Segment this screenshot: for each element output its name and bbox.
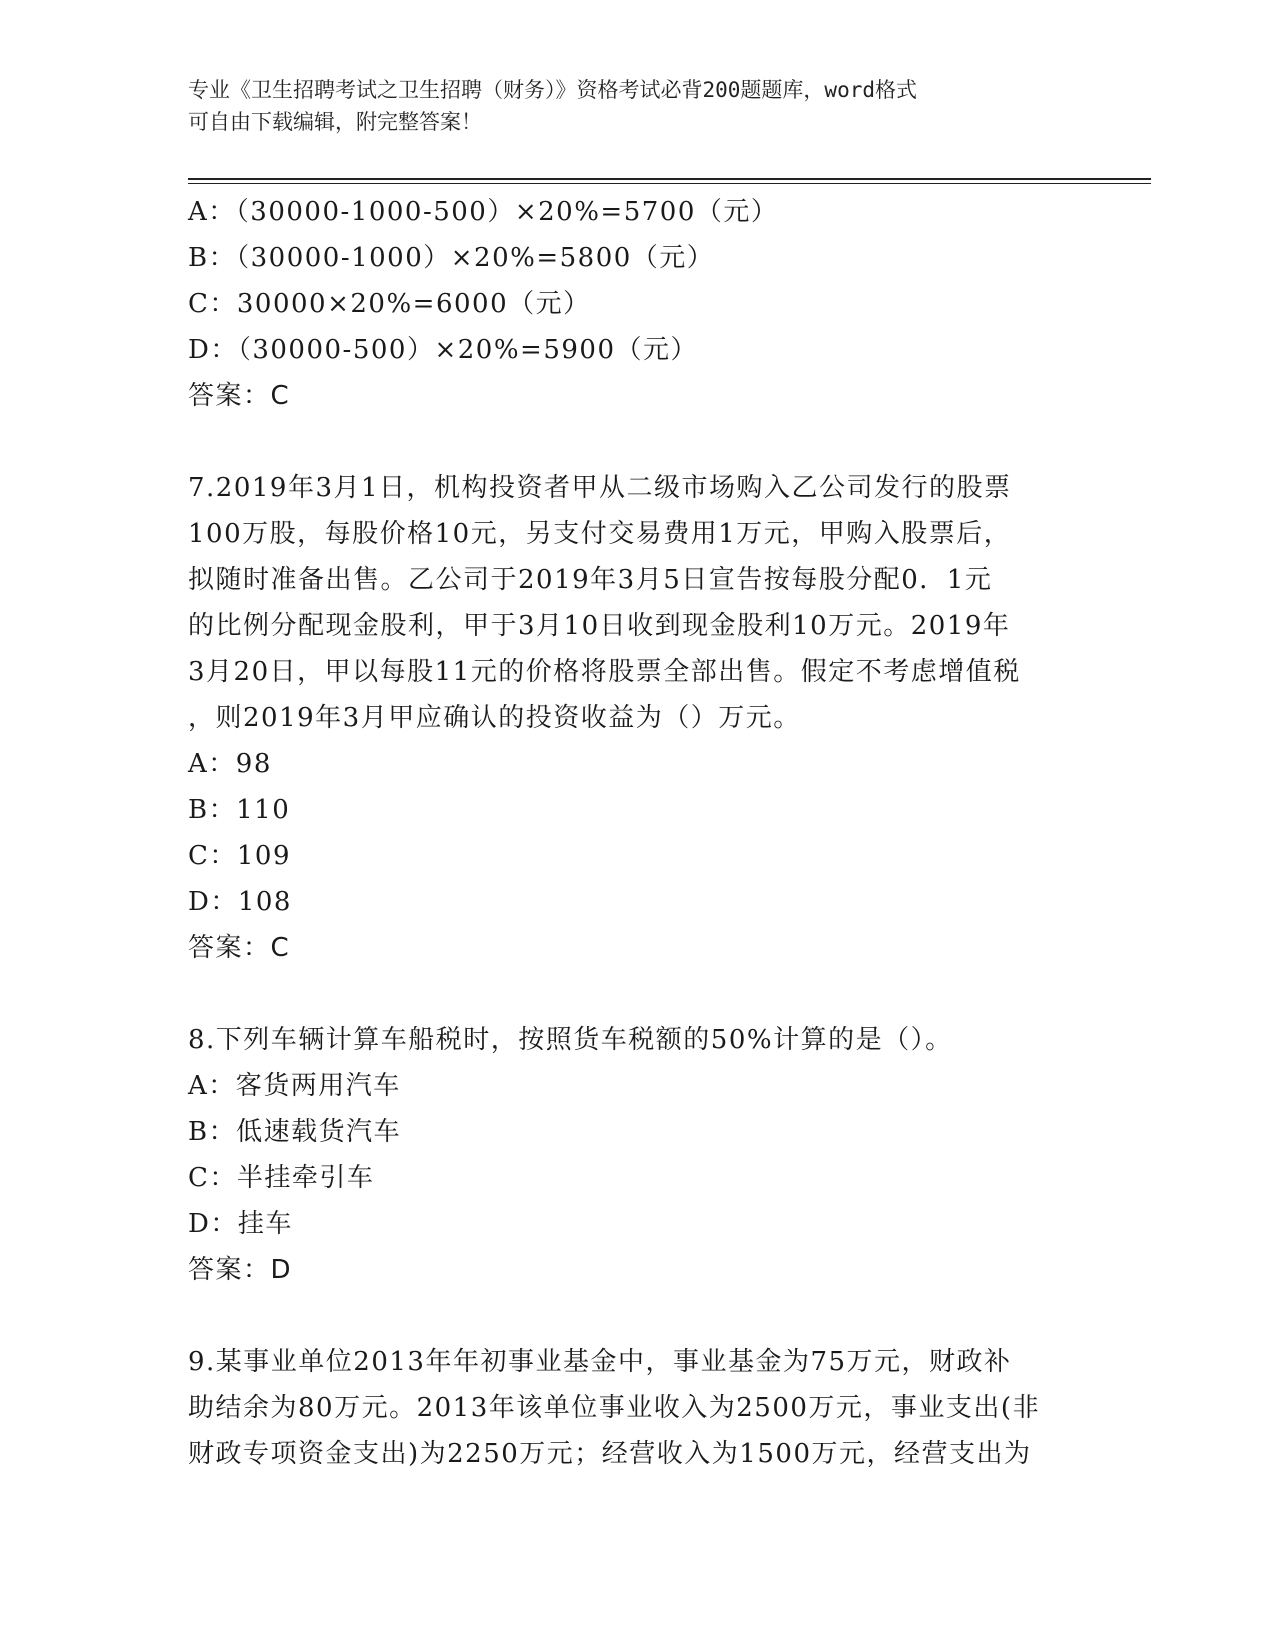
answer: 答案：C [188,933,291,963]
option-a: A：（30000-1000-500）×20%=5700（元） [188,197,779,227]
question-7 [188,465,1088,971]
header-line-1: 专业《卫生招聘考试之卫生招聘（财务）》资格考试必背200题题库，word格式 [188,78,917,102]
answer: 答案：D [188,1255,293,1285]
question-text-line: 8.下列车辆计算车船税时，按照货车税额的50%计算的是（）。 [188,1025,953,1055]
option-a: A：98 [188,749,272,779]
header-divider-thick [188,178,1151,180]
spacer [188,419,1088,465]
question-6 [188,189,1088,419]
option-b: B：低速载货汽车 [188,1117,402,1147]
header-divider-thin [188,183,1151,184]
option-b: B：110 [188,795,291,825]
answer: 答案：C [188,381,291,411]
question-9 [188,1339,1088,1477]
question-text-line: 的比例分配现金股利，甲于3月10日收到现金股利10万元。2019年 [188,611,1011,641]
option-d: D：108 [188,887,292,917]
spacer [188,971,1088,1017]
question-8 [188,1017,1088,1293]
question-text-line: 3月20日，甲以每股11元的价格将股票全部出售。假定不考虑增值税 [188,657,1021,687]
option-a: A：客货两用汽车 [188,1071,401,1101]
option-b: B：（30000-1000）×20%=5800（元） [188,243,715,273]
question-text-line: ，则2019年3月甲应确认的投资收益为（）万元。 [188,703,801,733]
header-line-2: 可自由下载编辑，附完整答案！ [188,110,482,134]
option-c: C：109 [188,841,292,871]
question-text-line: 财政专项资金支出)为2250万元；经营收入为1500万元，经营支出为 [188,1439,1032,1469]
option-c: C：半挂牵引车 [188,1163,375,1193]
question-content [188,189,1088,1477]
option-d: D：挂车 [188,1209,293,1239]
question-text-line: 100万股，每股价格10元，另支付交易费用1万元，甲购入股票后， [188,519,1012,549]
option-d: D：（30000-500）×20%=5900（元） [188,335,698,365]
option-c: C：30000×20%=6000（元） [188,289,591,319]
question-text-line: 助结余为80万元。2013年该单位事业收入为2500万元，事业支出(非 [188,1393,1041,1423]
document-header [188,74,1088,138]
question-text-line: 9.某事业单位2013年年初事业基金中，事业基金为75万元，财政补 [188,1347,1012,1377]
question-text-line: 拟随时准备出售。乙公司于2019年3月5日宣告按每股分配0．1元 [188,565,993,595]
question-text-line: 7.2019年3月1日，机构投资者甲从二级市场购入乙公司发行的股票 [188,473,1012,503]
spacer [188,1293,1088,1339]
